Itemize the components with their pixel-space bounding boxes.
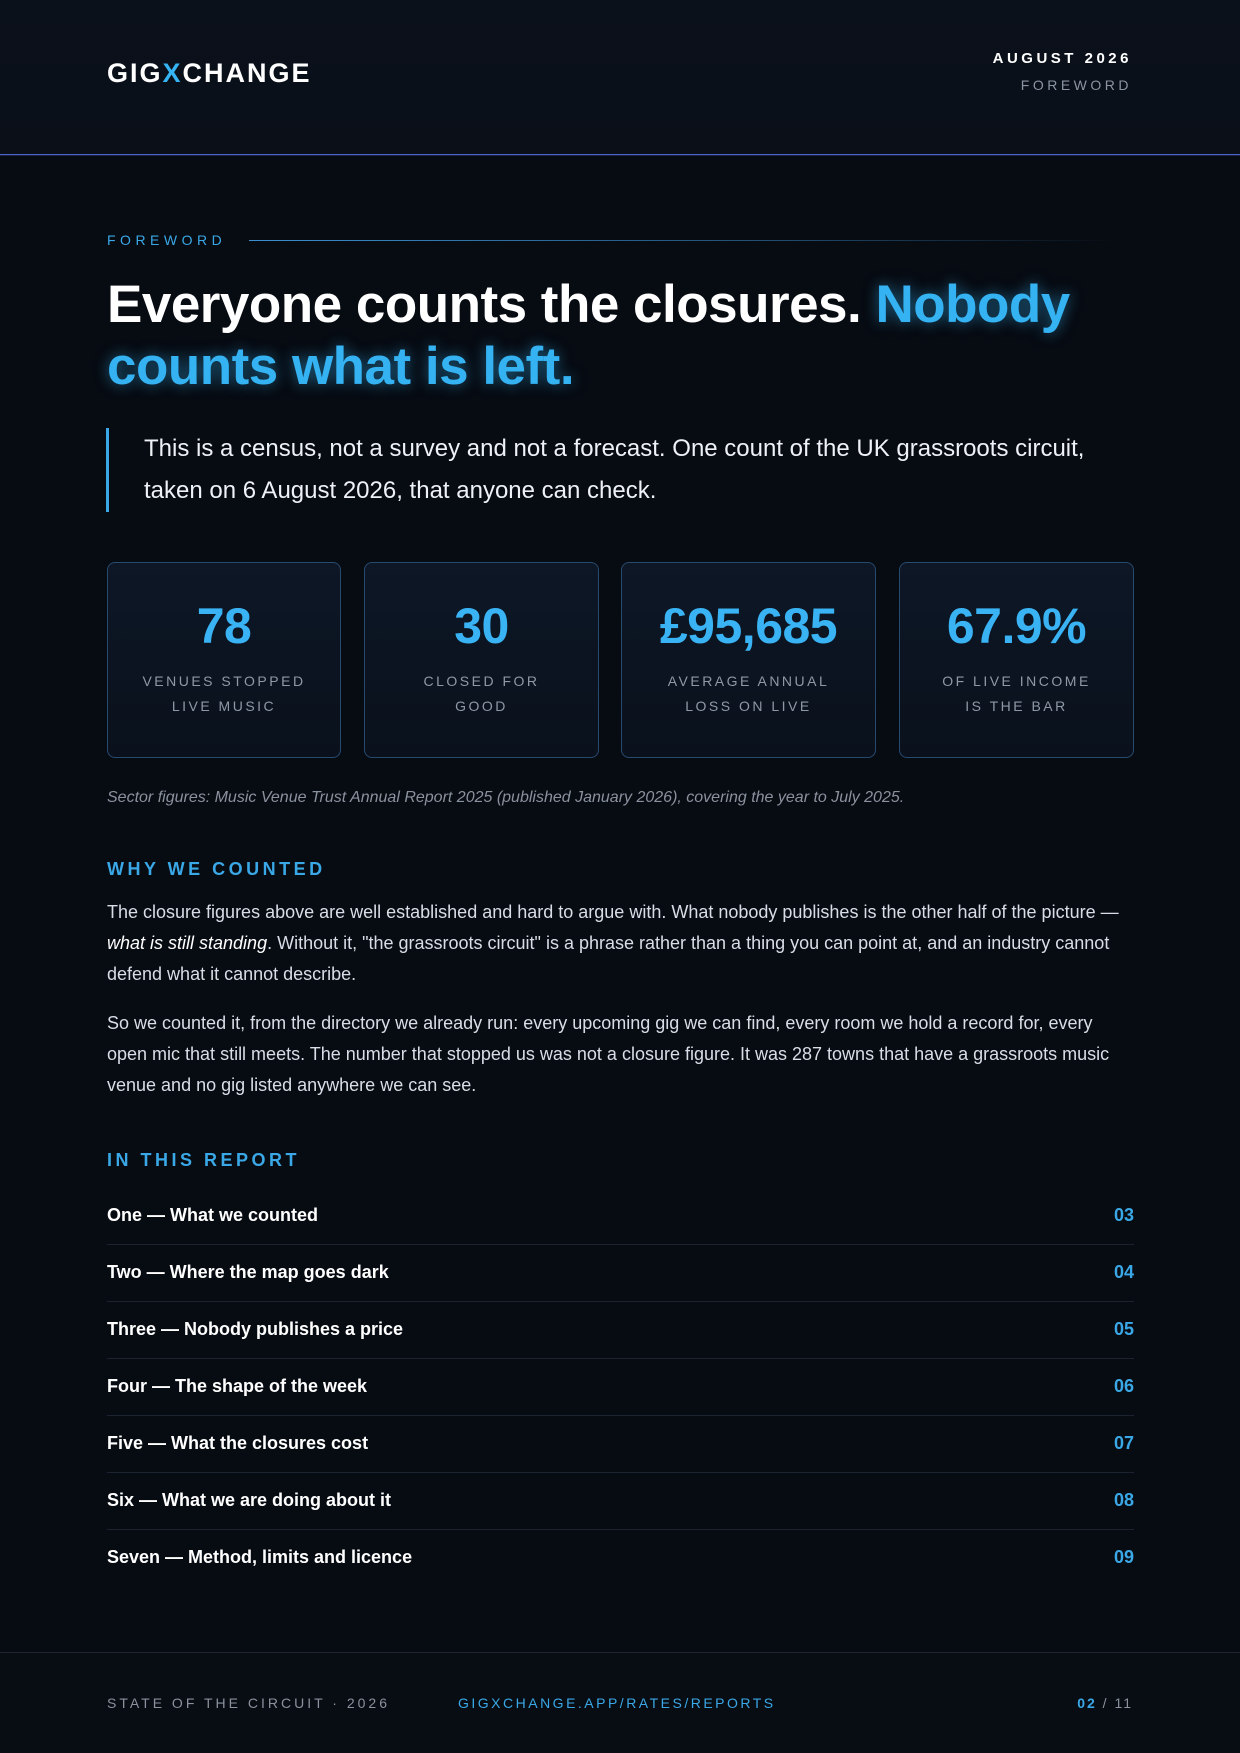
toc-heading: IN THIS REPORT [107, 1150, 301, 1170]
eyebrow-label: FOREWORD [107, 231, 227, 248]
toc-item[interactable] [107, 1359, 1134, 1416]
logo-text-gig: GIG [107, 58, 163, 88]
page-footer [0, 1652, 1240, 1753]
page-number-current: 02 [1077, 1695, 1097, 1711]
header-section-label: FOREWORD [1020, 77, 1132, 93]
toc-item-title: Four — The shape of the week [107, 1376, 368, 1396]
toc-item-page: 03 [1113, 1205, 1134, 1225]
page-number-separator: / [1096, 1695, 1115, 1711]
page-title [107, 274, 1137, 398]
footer-link[interactable]: GIGXCHANGE.APP/RATES/REPORTS [458, 1695, 776, 1711]
toc-item-page: 05 [1113, 1319, 1134, 1339]
stat-value: £95,685 [659, 598, 838, 654]
stat-label: CLOSED FOR GOOD [423, 673, 540, 714]
stat-label: VENUES STOPPED LIVE MUSIC [142, 673, 306, 714]
stat-label: AVERAGE ANNUAL LOSS ON LIVE [667, 673, 830, 714]
why-p1-emphasis: what is still standing [107, 933, 268, 953]
footer-report-name: STATE OF THE CIRCUIT · 2026 [107, 1695, 391, 1711]
stat-value: 78 [196, 598, 252, 654]
report-date: AUGUST 2026 [992, 50, 1132, 67]
stat-card [107, 562, 341, 758]
table-of-contents [107, 1188, 1134, 1586]
toc-item[interactable] [107, 1302, 1134, 1359]
header-meta [993, 50, 1132, 93]
eyebrow [107, 231, 1133, 251]
page-number-total: 11 [1114, 1695, 1133, 1711]
stat-cards [107, 562, 1133, 758]
toc-item[interactable] [107, 1473, 1134, 1530]
toc-item-title: Five — What the closures cost [107, 1433, 369, 1453]
stat-value: 30 [454, 598, 509, 654]
source-note: Sector figures: Music Venue Trust Annual Report 2025 (published January 2026), covering the year to July 2025. [107, 789, 905, 806]
toc-item-title: Seven — Method, limits and licence [107, 1547, 413, 1567]
stat-card [621, 562, 876, 758]
toc-item-page: 06 [1113, 1376, 1134, 1396]
logo [107, 58, 312, 89]
toc-item-page: 08 [1113, 1490, 1134, 1510]
why-p1-end: . Without it, "the grassroots circuit" is a phrase rather than a thing you can point at, and an industry cannot defend what it cannot describe. [107, 933, 1110, 984]
toc-item-page: 07 [1113, 1433, 1134, 1453]
page-header [0, 0, 1240, 155]
why-p1-start: The closure figures above are well established and hard to argue with. What nobody publishes is the other half of the picture — [107, 902, 1119, 922]
stat-card [364, 562, 599, 758]
page-number [1077, 1695, 1133, 1711]
toc-item-title: Six — What we are doing about it [107, 1490, 392, 1510]
logo-text-change: CHANGE [182, 58, 312, 88]
stat-value: 67.9% [946, 598, 1087, 654]
toc-item[interactable] [107, 1245, 1134, 1302]
stat-card [899, 562, 1134, 758]
headline-plain: Everyone counts the closures. [107, 275, 876, 334]
why-paragraph-1 [107, 897, 1137, 990]
why-paragraph-2: So we counted it, from the directory we already run: every upcoming gig we can find, every room we hold a record for, every open mic that still meets. The number that stopped us was not a closure figure. It was 287 towns that have a grassroots music venue and no gig listed anywhere we can see. [107, 1013, 1110, 1095]
toc-item-title: Two — Where the map goes dark [107, 1262, 389, 1282]
why-heading: WHY WE COUNTED [107, 859, 326, 879]
headline-accent: Nobody counts what is left. [107, 275, 1070, 396]
toc-item[interactable] [107, 1188, 1134, 1245]
toc-item[interactable] [107, 1530, 1134, 1586]
stat-label: OF LIVE INCOME IS THE BAR [942, 673, 1091, 714]
toc-item-title: Three — Nobody publishes a price [107, 1319, 404, 1339]
logo-text-x: X [162, 58, 183, 88]
toc-item[interactable] [107, 1416, 1134, 1473]
toc-item-page: 09 [1113, 1547, 1134, 1567]
eyebrow-rule [249, 240, 1119, 241]
toc-item-title: One — What we counted [107, 1205, 319, 1225]
toc-item-page: 04 [1113, 1262, 1134, 1282]
lede-quote: This is a census, not a survey and not a forecast. One count of the UK grassroots circuit, taken on 6 August 2026, that anyone can check. [106, 428, 1144, 512]
